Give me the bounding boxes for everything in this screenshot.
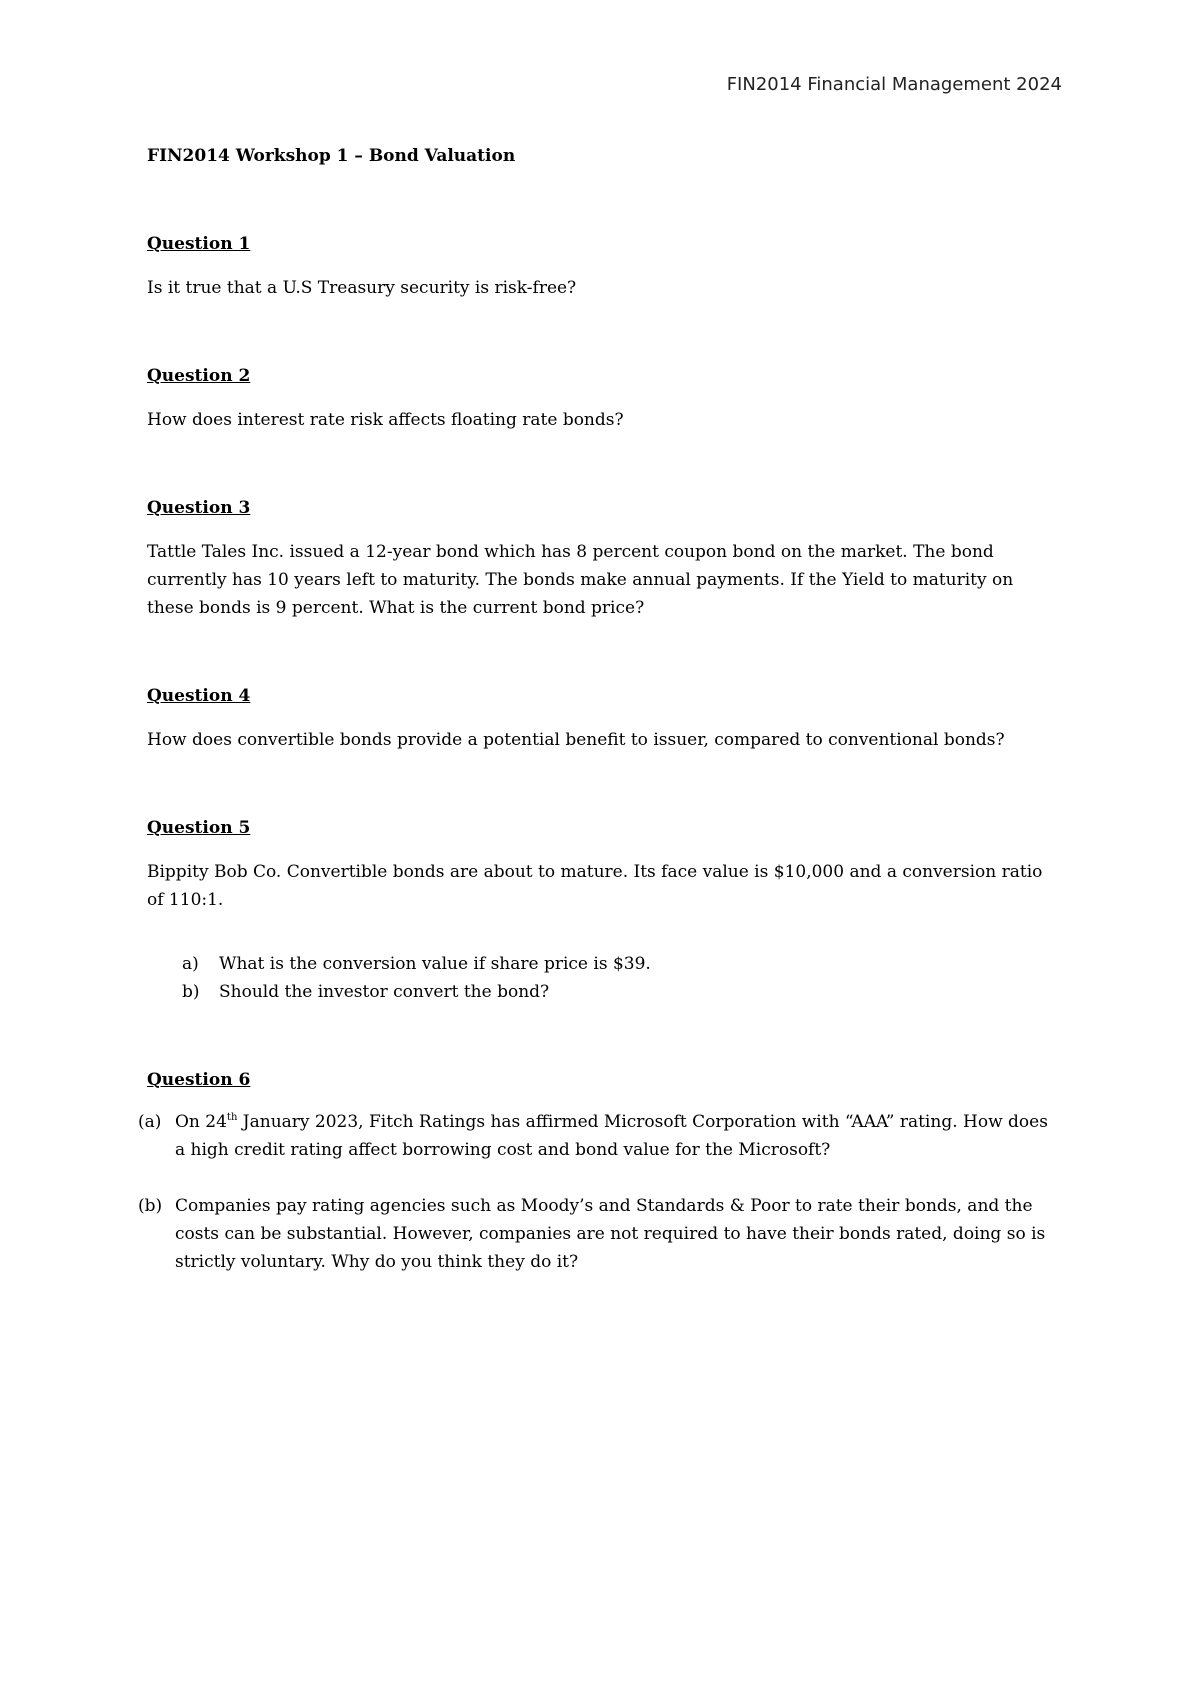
ordinal-suffix: th: [226, 1112, 238, 1123]
question-5b: [147, 978, 1052, 1006]
question-2-heading: Question 2: [147, 366, 251, 386]
question-6-subquestions: [138, 1108, 1052, 1276]
question-1-heading: Question 1: [147, 234, 251, 254]
list-item-text: What is the conversion value if share price is $39.: [219, 954, 651, 974]
question-4-heading: Question 4: [147, 686, 251, 706]
question-5-subquestions: [147, 950, 1052, 1006]
list-marker: (a): [138, 1112, 162, 1132]
list-marker: (b): [138, 1196, 163, 1216]
document-title: FIN2014 Workshop 1 – Bond Valuation: [147, 146, 516, 166]
list-item-text: Should the investor convert the bond?: [219, 982, 550, 1002]
question-3-heading: Question 3: [147, 498, 251, 518]
page-header: FIN2014 Financial Management 2024: [726, 74, 1062, 95]
question-2-text: How does interest rate risk affects floating rate bonds?: [147, 410, 624, 430]
question-5-text: Bippity Bob Co. Convertible bonds are about to mature. Its face value is $10,000 and a conversion ratio of 110:1.: [147, 862, 1043, 910]
document-body: [138, 142, 1052, 1276]
question-1-text: Is it true that a U.S Treasury security is risk-free?: [147, 278, 577, 298]
question-6-heading: Question 6: [147, 1070, 251, 1090]
question-5-heading: Question 5: [147, 818, 251, 838]
question-3-text: Tattle Tales Inc. issued a 12-year bond which has 8 percent coupon bond on the market. The bond currently has 10 years left to maturity. The bonds make annual payments. If the Yield to maturity on these bonds is 9 percent. What is the current bond price?: [147, 542, 1014, 618]
list-item-text: Companies pay rating agencies such as Moody’s and Standards & Poor to rate their bonds, and the costs can be substantial. However, companies are not required to have their bonds rated, doing so is strictly voluntary. Why do you think they do it?: [175, 1196, 1046, 1272]
question-5a: [147, 950, 1052, 978]
list-item-text-start: On 24: [175, 1112, 227, 1132]
question-6b: [138, 1192, 1052, 1276]
list-item-text-rest: January 2023, Fitch Ratings has affirmed Microsoft Corporation with “AAA” rating. How does a high credit rating affect borrowing cost and bond value for the Microsoft?: [175, 1112, 1048, 1160]
question-6a: [138, 1108, 1052, 1164]
question-4-text: How does convertible bonds provide a potential benefit to issuer, compared to conventional bonds?: [147, 730, 1005, 750]
list-marker: a): [182, 954, 199, 974]
list-marker: b): [182, 982, 200, 1002]
